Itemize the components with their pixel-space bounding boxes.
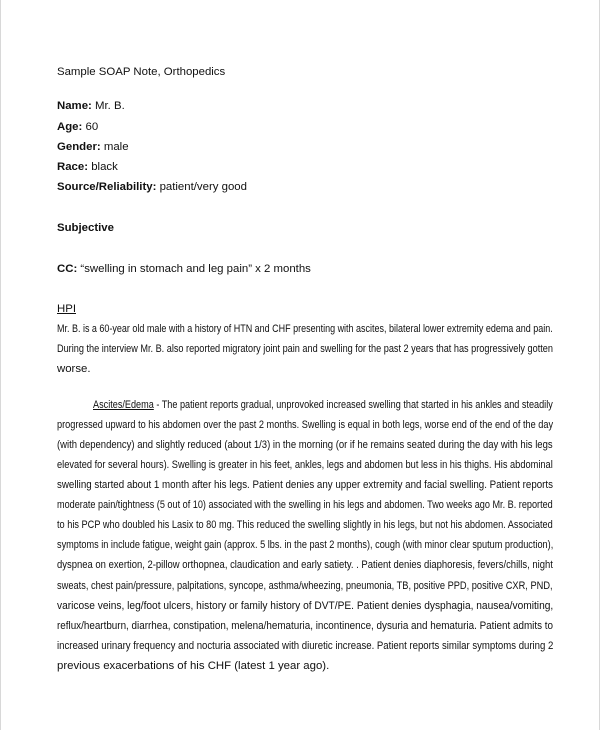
document-title: Sample SOAP Note, Orthopedics	[57, 66, 226, 78]
subjective-heading: Subjective	[57, 222, 114, 234]
race-label: Race:	[57, 161, 89, 173]
race-field	[57, 161, 118, 174]
ascites-line: dyspnea on exertion, 2-pillow orthopnea, claudication and early satiety. . Patient denies diaphoresis, fevers/chills, night	[57, 559, 553, 571]
ascites-line: varicose veins, leg/foot ulcers, history or family history of DVT/PE. Patient denies dysphagia, nausea/vomiting,	[57, 600, 554, 612]
ascites-label: Ascites/Edema	[93, 399, 154, 411]
gender-value: male	[103, 141, 129, 153]
ascites-line: sweats, chest pain/pressure, palpitations, syncope, asthma/wheezing, pneumonia, TB, positive PPD, positive CXR, PND,	[57, 580, 553, 592]
ascites-line: symptoms in include fatigue, weight gain (approx. 5 lbs. in the past 2 months), cough (with minor clear sputum production),	[57, 539, 554, 551]
hpi-heading: HPI	[57, 303, 76, 315]
gender-field	[57, 141, 129, 154]
ascites-line: previous exacerbations of his CHF (latest 1 year ago).	[57, 660, 330, 672]
race-value: black	[91, 161, 118, 173]
source-field	[57, 181, 247, 194]
source-value: patient/very good	[159, 181, 247, 193]
chief-complaint	[57, 263, 311, 276]
hpi-line: Mr. B. is a 60-year old male with a history of HTN and CHF presenting with ascites, bilateral lower extremity edema and pain.	[57, 323, 553, 335]
age-value: 60	[85, 121, 99, 133]
ascites-line: reflux/heartburn, diarrhea, constipation, melena/hematuria, incontinence, dysuria and hematuria. Patient admits to	[57, 620, 554, 632]
age-field	[57, 121, 98, 134]
ascites-line: progressed upward to his abdomen over the past 2 months. Swelling is equal in both legs, worse end of the end of the day	[57, 419, 554, 431]
ascites-first-line	[93, 399, 553, 412]
ascites-first-text: - The patient reports gradual, unprovoked increased swelling that started in his ankles and steadily	[153, 399, 553, 411]
ascites-line: moderate pain/tightness (5 out of 10) associated with the swelling in his legs and abdomen. Two weeks ago Mr. B. reported	[57, 499, 553, 511]
hpi-line: During the interview Mr. B. also reported migratory joint pain and swelling for the past 2 years that has progressively gotten	[57, 343, 553, 355]
gender-label: Gender:	[57, 141, 101, 153]
name-label: Name:	[57, 100, 92, 112]
hpi-line: worse.	[57, 363, 91, 375]
name-field	[57, 100, 125, 113]
cc-label: CC:	[57, 263, 78, 275]
source-label: Source/Reliability:	[57, 181, 157, 193]
ascites-line: to his PCP who doubled his Lasix to 80 mg. This reduced the swelling slightly in his legs, but not his abdomen. Associated	[57, 519, 553, 531]
age-label: Age:	[57, 121, 83, 133]
name-value: Mr. B.	[95, 100, 125, 112]
ascites-line: (with dependency) and slightly reduced (about 1/3) in the morning (or if he remains seated during the day with his legs	[57, 439, 553, 451]
cc-value: “swelling in stomach and leg pain” x 2 months	[80, 263, 311, 275]
ascites-line: increased urinary frequency and nocturia associated with diuretic increase. Patient reports similar symptoms during 2	[57, 640, 554, 652]
ascites-line: elevated for several hours). Swelling is greater in his feet, ankles, legs and abdomen but less in his thighs. His abdominal	[57, 459, 553, 471]
ascites-line: swelling started about 1 month after his legs. Patient denies any upper extremity and facial swelling. Patient reports	[57, 479, 554, 491]
